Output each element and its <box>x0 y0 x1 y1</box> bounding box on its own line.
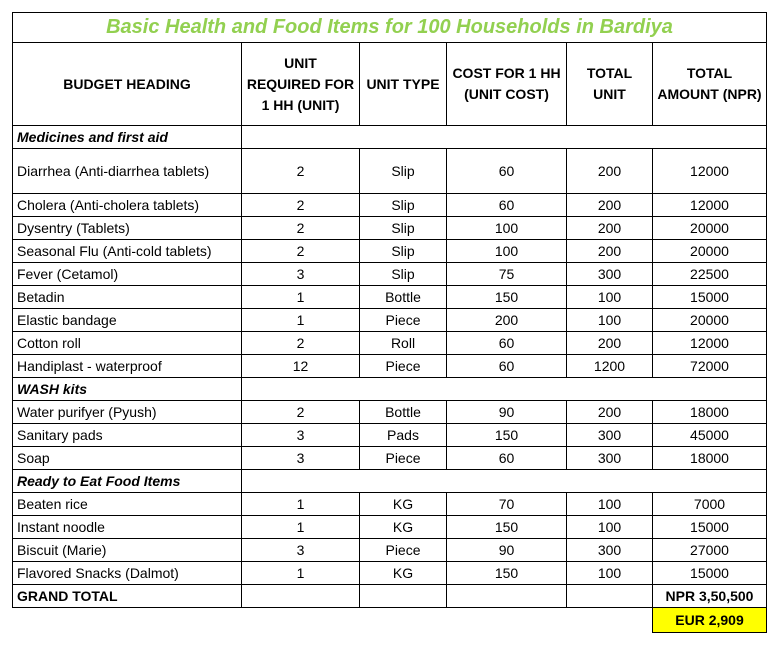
unit-required: 3 <box>242 263 360 286</box>
unit-type: Piece <box>360 355 447 378</box>
unit-required: 1 <box>242 516 360 539</box>
item-name: Biscuit (Marie) <box>13 539 242 562</box>
section-filler <box>242 126 767 149</box>
unit-cost: 150 <box>447 286 567 309</box>
unit-required: 3 <box>242 539 360 562</box>
table-row <box>13 424 767 447</box>
total-unit: 200 <box>567 217 653 240</box>
table-row <box>13 263 767 286</box>
unit-cost: 75 <box>447 263 567 286</box>
total-amount: 20000 <box>653 240 767 263</box>
unit-required: 2 <box>242 240 360 263</box>
item-name: Cotton roll <box>13 332 242 355</box>
item-name: Diarrhea (Anti-diarrhea tablets) <box>13 149 242 194</box>
header-unit-required: UNIT REQUIRED FOR 1 HH (UNIT) <box>242 43 360 126</box>
item-name: Sanitary pads <box>13 424 242 447</box>
section-title: Ready to Eat Food Items <box>13 470 242 493</box>
eur-row-blank <box>447 608 567 633</box>
unit-cost: 90 <box>447 539 567 562</box>
unit-required: 2 <box>242 217 360 240</box>
unit-cost: 60 <box>447 194 567 217</box>
unit-cost: 60 <box>447 149 567 194</box>
unit-type: KG <box>360 562 447 585</box>
unit-cost: 200 <box>447 309 567 332</box>
eur-row-blank <box>360 608 447 633</box>
total-amount: 20000 <box>653 309 767 332</box>
total-amount: 18000 <box>653 401 767 424</box>
unit-type: Slip <box>360 263 447 286</box>
total-amount: 22500 <box>653 263 767 286</box>
header-total-unit: TOTAL UNIT <box>567 43 653 126</box>
total-unit: 300 <box>567 424 653 447</box>
total-amount: 15000 <box>653 286 767 309</box>
item-name: Flavored Snacks (Dalmot) <box>13 562 242 585</box>
header-total-amount: TOTAL AMOUNT (NPR) <box>653 43 767 126</box>
unit-type: Slip <box>360 217 447 240</box>
unit-cost: 150 <box>447 516 567 539</box>
total-amount: 12000 <box>653 332 767 355</box>
eur-total-row <box>13 608 767 633</box>
unit-cost: 150 <box>447 424 567 447</box>
total-unit: 100 <box>567 562 653 585</box>
unit-required: 2 <box>242 194 360 217</box>
section-title: WASH kits <box>13 378 242 401</box>
unit-required: 2 <box>242 401 360 424</box>
total-amount: 15000 <box>653 562 767 585</box>
total-amount: 7000 <box>653 493 767 516</box>
unit-type: Piece <box>360 539 447 562</box>
item-name: Handiplast - waterproof <box>13 355 242 378</box>
grand-total-blank <box>447 585 567 608</box>
unit-type: Slip <box>360 240 447 263</box>
table-row <box>13 217 767 240</box>
table-row <box>13 286 767 309</box>
total-amount: 18000 <box>653 447 767 470</box>
section-filler <box>242 378 767 401</box>
grand-total-eur: EUR 2,909 <box>653 608 767 633</box>
table-row <box>13 149 767 194</box>
unit-cost: 60 <box>447 355 567 378</box>
total-unit: 300 <box>567 263 653 286</box>
unit-required: 12 <box>242 355 360 378</box>
total-unit: 100 <box>567 286 653 309</box>
section-title: Medicines and first aid <box>13 126 242 149</box>
unit-required: 1 <box>242 286 360 309</box>
unit-cost: 60 <box>447 332 567 355</box>
budget-sheet <box>12 12 767 633</box>
unit-type: Bottle <box>360 401 447 424</box>
table-row <box>13 401 767 424</box>
section-row <box>13 470 767 493</box>
unit-type: Pads <box>360 424 447 447</box>
table-row <box>13 309 767 332</box>
unit-cost: 90 <box>447 401 567 424</box>
grand-total-npr: NPR 3,50,500 <box>653 585 767 608</box>
unit-type: Piece <box>360 447 447 470</box>
header-unit-type: UNIT TYPE <box>360 43 447 126</box>
item-name: Instant noodle <box>13 516 242 539</box>
eur-row-blank <box>13 608 242 633</box>
header-cost: COST FOR 1 HH (UNIT COST) <box>447 43 567 126</box>
item-name: Fever (Cetamol) <box>13 263 242 286</box>
unit-cost: 150 <box>447 562 567 585</box>
total-amount: 27000 <box>653 539 767 562</box>
section-row <box>13 378 767 401</box>
total-unit: 200 <box>567 332 653 355</box>
unit-cost: 100 <box>447 217 567 240</box>
budget-table <box>12 12 767 633</box>
item-name: Cholera (Anti-cholera tablets) <box>13 194 242 217</box>
table-row <box>13 539 767 562</box>
total-unit: 300 <box>567 539 653 562</box>
item-name: Beaten rice <box>13 493 242 516</box>
unit-required: 1 <box>242 309 360 332</box>
item-name: Soap <box>13 447 242 470</box>
grand-total-label: GRAND TOTAL <box>13 585 242 608</box>
grand-total-blank <box>360 585 447 608</box>
table-row <box>13 355 767 378</box>
unit-cost: 100 <box>447 240 567 263</box>
total-unit: 100 <box>567 493 653 516</box>
unit-type: Slip <box>360 194 447 217</box>
unit-required: 2 <box>242 332 360 355</box>
unit-type: Bottle <box>360 286 447 309</box>
unit-required: 1 <box>242 493 360 516</box>
unit-type: Roll <box>360 332 447 355</box>
item-name: Elastic bandage <box>13 309 242 332</box>
header-budget-heading: BUDGET HEADING <box>13 43 242 126</box>
unit-cost: 60 <box>447 447 567 470</box>
item-name: Seasonal Flu (Anti-cold tablets) <box>13 240 242 263</box>
grand-total-blank <box>242 585 360 608</box>
total-amount: 45000 <box>653 424 767 447</box>
total-amount: 72000 <box>653 355 767 378</box>
table-row <box>13 447 767 470</box>
unit-cost: 70 <box>447 493 567 516</box>
total-unit: 200 <box>567 240 653 263</box>
total-amount: 12000 <box>653 149 767 194</box>
eur-row-blank <box>567 608 653 633</box>
total-amount: 12000 <box>653 194 767 217</box>
total-unit: 1200 <box>567 355 653 378</box>
section-row <box>13 126 767 149</box>
table-row <box>13 562 767 585</box>
table-row <box>13 516 767 539</box>
total-unit: 300 <box>567 447 653 470</box>
table-title: Basic Health and Food Items for 100 Households in Bardiya <box>13 13 767 43</box>
item-name: Dysentry (Tablets) <box>13 217 242 240</box>
total-unit: 100 <box>567 309 653 332</box>
header-row <box>13 43 767 126</box>
total-amount: 20000 <box>653 217 767 240</box>
eur-row-blank <box>242 608 360 633</box>
section-filler <box>242 470 767 493</box>
item-name: Water purifyer (Pyush) <box>13 401 242 424</box>
unit-required: 2 <box>242 149 360 194</box>
total-unit: 200 <box>567 194 653 217</box>
table-row <box>13 493 767 516</box>
unit-required: 3 <box>242 424 360 447</box>
unit-type: Slip <box>360 149 447 194</box>
total-unit: 200 <box>567 401 653 424</box>
table-row <box>13 240 767 263</box>
table-row <box>13 332 767 355</box>
unit-required: 1 <box>242 562 360 585</box>
unit-type: KG <box>360 493 447 516</box>
total-unit: 200 <box>567 149 653 194</box>
total-amount: 15000 <box>653 516 767 539</box>
unit-type: KG <box>360 516 447 539</box>
item-name: Betadin <box>13 286 242 309</box>
table-row <box>13 194 767 217</box>
total-unit: 100 <box>567 516 653 539</box>
unit-required: 3 <box>242 447 360 470</box>
grand-total-row <box>13 585 767 608</box>
unit-type: Piece <box>360 309 447 332</box>
grand-total-blank <box>567 585 653 608</box>
